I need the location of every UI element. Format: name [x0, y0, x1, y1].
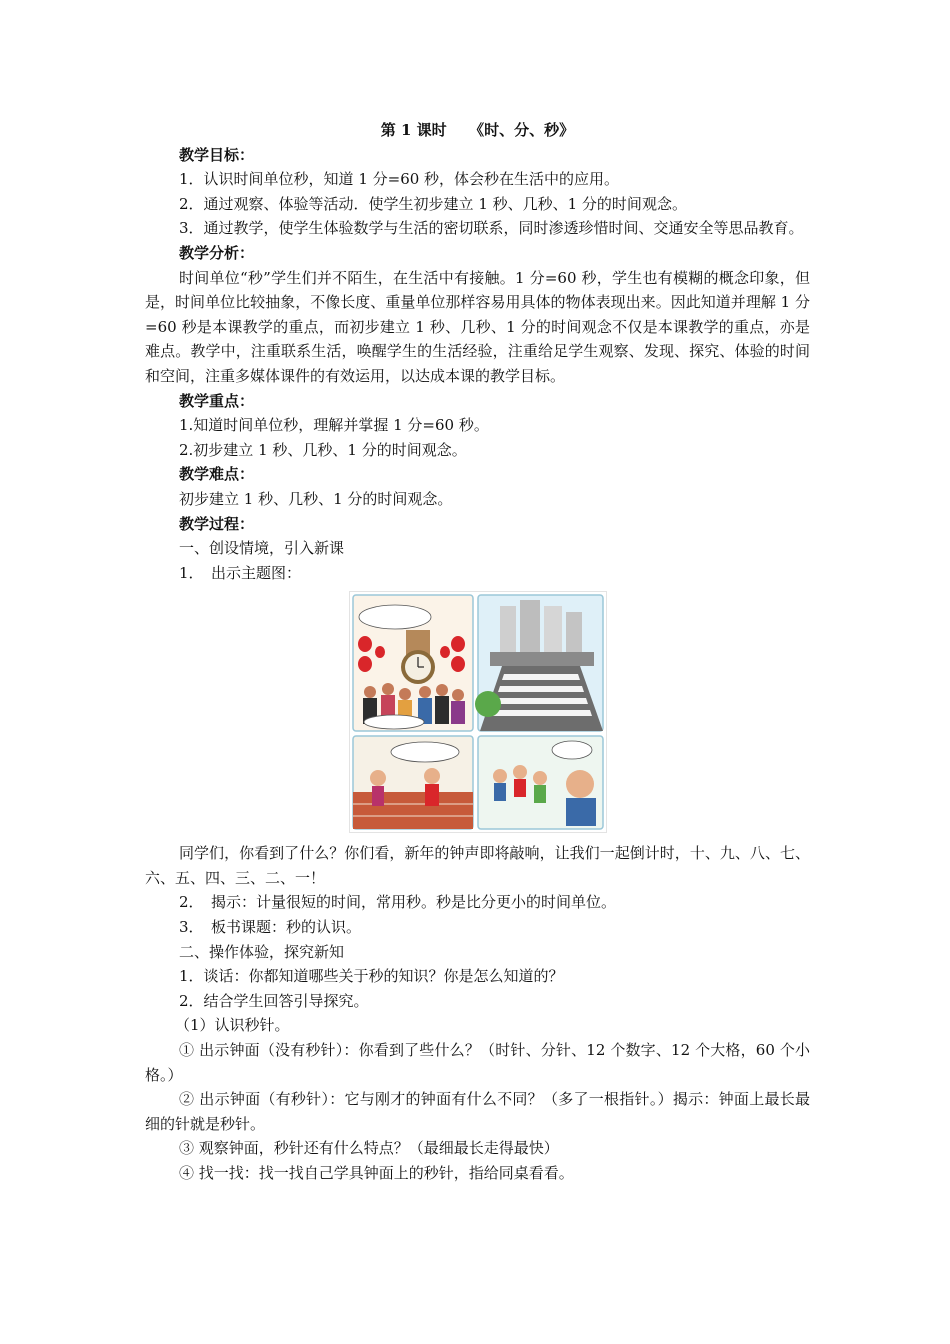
page-title: 第 1 课时 《时、分、秒》 [380, 121, 575, 139]
key-point: 1.知道时间单位秒，理解并掌握 1 分=60 秒。 [179, 416, 489, 435]
process-step1: 1． 出示主题图： [179, 563, 302, 582]
clock-step-3: ③ 观察钟面，秒针还有什么特点？（最细最长走得最快） [179, 1139, 559, 1158]
goal-item: 2．通过观察、体验等活动．使学生初步建立 1 秒、几秒、1 分的时间观念。 [179, 194, 687, 213]
document-page [145, 118, 810, 1186]
difficulty-text: 初步建立 1 秒、几秒、1 分的时间观念。 [179, 489, 453, 508]
difficulty-heading: 教学难点： [179, 465, 255, 484]
theme-illustration-drawing [350, 592, 606, 832]
process-part1: 一、创设情境，引入新课 [179, 539, 345, 558]
process-p2-2: 2．结合学生回答引导探究。 [179, 991, 369, 1010]
process-p2-1: 1．谈话：你都知道哪些关于秒的知识？你是怎么知道的？ [179, 967, 564, 986]
process-part2: 二、操作体验，探究新知 [179, 942, 345, 961]
theme-illustration [349, 591, 607, 833]
clock-step-1: ① 出示钟面（没有秒针）：你看到了些什么？（时针、分针、12 个数字、12 个大格，60 个小格。） [145, 1041, 810, 1084]
process-step3: 3． 板书课题：秒的认识。 [179, 918, 362, 937]
process-heading: 教学过程： [179, 514, 255, 533]
analysis-heading: 教学分析： [179, 243, 255, 262]
process-p2-sub1: （1）认识秒针。 [175, 1016, 290, 1035]
analysis-paragraph: 时间单位“秒”学生们并不陌生，在生活中有接触。1 分=60 秒，学生也有模糊的概念印象，但是，时间单位比较抽象，不像长度、重量单位那样容易用具体的物体表现出来。因此知道并理解 1 分=60 秒是本课教学的重点，而初步建立 1 秒、几秒、1 分的时间观念不仅是本课教学的重点，亦是难点。教学中，注重联系生活，唤醒学生的生活经验，注重给足学生观察、发现、探究、体验的时间和空间，注重多媒体课件的有效运用，以达成本课的教学目标。 [145, 268, 810, 385]
goal-item: 1．认识时间单位秒，知道 1 分=60 秒，体会秒在生活中的应用。 [179, 170, 620, 189]
clock-step-2: ② 出示钟面（有秒针）：它与刚才的钟面有什么不同？（多了一根指针。）揭示：钟面上最长最细的针就是秒针。 [145, 1090, 810, 1133]
process-step2: 2． 揭示：计量很短的时间，常用秒。秒是比分更小的时间单位。 [179, 893, 617, 912]
key-heading: 教学重点： [179, 391, 255, 410]
clock-step-4: ④ 找一找：找一找自己学具钟面上的秒针，指给同桌看看。 [179, 1164, 574, 1182]
after-figure-paragraph: 同学们，你看到了什么？你们看，新年的钟声即将敲响，让我们一起倒计时，十、九、八、七、六、五、四、三、二、一！ [145, 844, 810, 887]
goals-heading: 教学目标： [179, 145, 255, 164]
goal-item: 3．通过教学，使学生体验数学与生活的密切联系，同时渗透珍惜时间、交通安全等思品教育。 [179, 219, 804, 238]
key-point: 2.初步建立 1 秒、几秒、1 分的时间观念。 [179, 440, 467, 459]
